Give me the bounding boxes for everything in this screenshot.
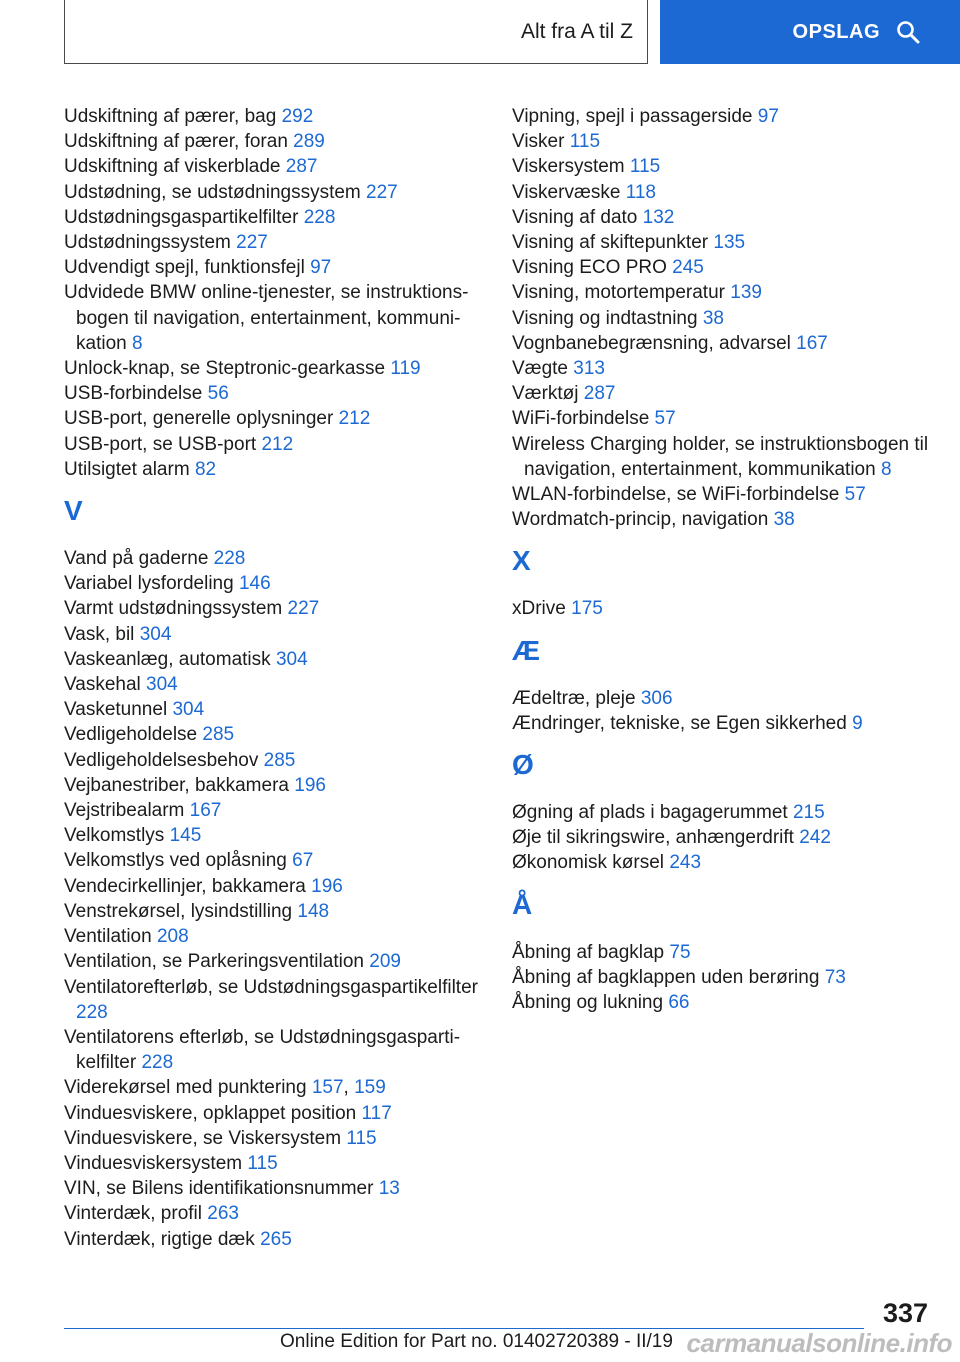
page-link[interactable]: 212 [338, 408, 371, 430]
index-entry-text: Visning, motortemperatur [512, 282, 725, 304]
page-link[interactable]: 118 [625, 181, 656, 203]
index-entry [64, 672, 484, 697]
index-entry-text: Vask, bil [64, 623, 135, 645]
index-column-right [512, 104, 932, 1015]
page-link[interactable]: 304 [139, 623, 172, 645]
page-link[interactable]: 304 [146, 674, 178, 696]
index-entry-text: Vaskehal [64, 674, 141, 696]
index-entry [64, 381, 484, 406]
index-entry [512, 507, 932, 532]
page-link[interactable]: 196 [294, 774, 326, 796]
page-link[interactable]: 8 [131, 332, 143, 354]
page-link[interactable]: 227 [287, 598, 320, 620]
index-entry [64, 773, 484, 798]
index-entry-text: VIN, se Bilens identifikationsnummer [64, 1178, 374, 1200]
index-entry-text: USB-port, generelle oplysninger [64, 408, 334, 430]
index-entry-text: Vinduesviskersystem [64, 1152, 243, 1174]
index-entry [64, 748, 484, 773]
index-entry-text: Åbning af bagklap [512, 941, 665, 963]
index-entry [64, 457, 484, 482]
index-entry [512, 280, 932, 305]
page-link[interactable]: 245 [672, 257, 704, 279]
index-entry-text: Velkomstlys ved oplåsning [64, 850, 287, 872]
search-icon [896, 20, 920, 44]
index-entry-text: Ventilation [64, 926, 152, 948]
search-tab-label: OPSLAG [792, 20, 880, 43]
index-entry [64, 356, 484, 381]
page-link[interactable]: 73 [824, 966, 846, 988]
page-link[interactable]: 285 [202, 724, 235, 746]
index-entry [64, 432, 484, 457]
page-link[interactable]: 306 [640, 687, 673, 709]
index-entry [64, 874, 484, 899]
index-entry [64, 1025, 484, 1075]
index-entry-text: Vejbanestriber, bakkamera [64, 774, 289, 796]
index-entry-text: Åbning og lukning [512, 992, 664, 1014]
index-entry [512, 965, 932, 990]
page-link[interactable]: 227 [366, 181, 398, 203]
page-link[interactable]: 287 [583, 383, 616, 405]
index-entry-text: Viskervæske [512, 181, 621, 203]
watermark: carmanualsonline.info [686, 1328, 952, 1358]
index-entry [512, 154, 932, 179]
page-link[interactable]: 146 [238, 573, 271, 595]
page-link[interactable]: 228 [141, 1052, 174, 1074]
index-entry [64, 1201, 484, 1226]
index-entry [512, 686, 932, 711]
index-entry [64, 154, 484, 179]
index-letter-heading: V [64, 495, 83, 527]
index-entry-text: Vipning, spejl i passagerside [512, 106, 753, 127]
index-entry [64, 1101, 484, 1126]
page-link[interactable]: 38 [773, 509, 795, 531]
index-entry [512, 406, 932, 431]
index-entry [64, 697, 484, 722]
page-link[interactable]: 313 [573, 358, 605, 380]
page-link[interactable]: 157 [311, 1077, 344, 1099]
page-link[interactable]: 227 [236, 232, 268, 254]
index-entry-text: Vendecirkellinjer, bakkamera [64, 875, 306, 897]
index-entry [64, 949, 484, 974]
index-entry-text: Vand på gaderne [64, 548, 209, 570]
page-link[interactable]: 148 [297, 900, 330, 922]
search-tab[interactable] [660, 0, 960, 64]
page-link[interactable]: 13 [378, 1178, 400, 1200]
index-entry [64, 205, 484, 230]
index-entry-text: Ædeltræ, pleje [512, 687, 636, 709]
index-entry [64, 823, 484, 848]
index-entry [64, 255, 484, 280]
index-entry-text: Venstrekørsel, lysindstilling [64, 900, 293, 922]
page-link[interactable]: 243 [669, 852, 702, 874]
page-link[interactable]: 175 [571, 598, 603, 620]
index-entry [64, 280, 484, 356]
index-entry [64, 230, 484, 255]
page-link[interactable]: 212 [261, 433, 294, 455]
index-entry-text: Visning ECO PRO [512, 257, 667, 279]
index-entry-text: Vedligeholdelse [64, 724, 198, 746]
index-entry-text: Udvendigt spejl, funktionsfejl [64, 257, 305, 279]
index-entry-text: Udstødning, se udstødningssystem [64, 181, 361, 203]
page-link[interactable]: 167 [189, 800, 222, 822]
index-entry [512, 205, 932, 230]
index-entry [64, 722, 484, 747]
page-link[interactable]: 82 [194, 458, 217, 480]
index-letter-heading: X [512, 545, 531, 577]
index-letter-heading: Æ [512, 634, 540, 666]
page-link[interactable]: 66 [668, 992, 690, 1014]
page-link[interactable]: 228 [303, 206, 336, 228]
page-link[interactable]: 119 [390, 358, 421, 380]
index-entry [64, 924, 484, 949]
index-entry-text: Udstødningsgaspartikelfilter [64, 206, 299, 228]
index-entry-text: USB-port, se USB-port [64, 433, 257, 455]
index-entry [64, 975, 484, 1025]
index-entry-text: Utilsigtet alarm [64, 458, 190, 480]
index-entry-text: Økonomisk kørsel [512, 852, 665, 874]
index-entry-text: Vinterdæk, rigtige dæk [64, 1228, 255, 1250]
index-entry-text: Øgning af plads i bagagerummet [512, 802, 788, 824]
index-letter-heading: Å [512, 888, 533, 920]
index-entry [64, 899, 484, 924]
index-entry-text: Visning af skiftepunkter [512, 232, 709, 254]
page-link[interactable]: 97 [310, 257, 332, 279]
index-entry [64, 1151, 484, 1176]
index-entry [512, 255, 932, 280]
page-link[interactable]: 145 [169, 825, 202, 847]
index-entry-text: Ventilatorens efterløb, se Udstødningsgaspartikelfilter [64, 1026, 461, 1074]
index-letter-heading: Ø [512, 749, 534, 781]
index-entry-text: Vinduesviskere, se Viskersystem [64, 1127, 342, 1149]
page-number: 337 [882, 1298, 928, 1328]
index-entry [512, 230, 932, 255]
index-entry-text: Vaskeanlæg, automatisk [64, 648, 271, 670]
index-entry-text: Værktøj [512, 383, 579, 405]
index-entry-text: Wordmatch-princip, navigation [512, 509, 769, 531]
nav-tab-label: Alt fra A til Z [520, 19, 633, 43]
index-entry [512, 129, 932, 154]
index-entry-text: Vasketunnel [64, 699, 168, 721]
index-entry [64, 1126, 484, 1151]
page-link[interactable]: 115 [569, 131, 601, 153]
index-entry [512, 180, 932, 205]
page-link[interactable]: 115 [629, 156, 661, 178]
index-entry-text: Velkomstlys [64, 825, 165, 847]
index-entry [64, 406, 484, 431]
index-entry [512, 990, 932, 1015]
edition-text: Online Edition for Part no. 01402720389 - II/19 [280, 1331, 673, 1352]
index-entry [64, 798, 484, 823]
index-entry-text: Udvidede BMW online-tjenester, se instruktionsbogen til navigation, entertainment, kommunikation [64, 282, 469, 354]
index-entry-text: Wireless Charging holder, se instruktionsbogen til navigation, entertainment, kommunikation [512, 433, 929, 480]
index-entry [512, 331, 932, 356]
page-link[interactable]: 117 [361, 1102, 392, 1124]
index-entry [512, 356, 932, 381]
index-column-left [64, 104, 484, 1252]
index-entry [64, 129, 484, 154]
index-entry [512, 800, 932, 825]
page-link[interactable]: 167 [796, 332, 828, 354]
index-entry-text: Vinduesviskere, opklappet position [64, 1102, 357, 1124]
page-link[interactable]: 57 [654, 408, 676, 430]
page-link[interactable]: 97 [757, 106, 779, 127]
page-link[interactable]: 215 [792, 802, 825, 824]
index-entry-text: Vedligeholdelsesbehov [64, 749, 259, 771]
page-link[interactable]: 67 [292, 850, 314, 872]
index-entry [512, 940, 932, 965]
index-entry-text: Unlock-knap, se Steptronic-gearkasse [64, 358, 386, 380]
index-entry [64, 1227, 484, 1252]
index-entry-text: Udskiftning af pærer, bag [64, 106, 277, 127]
page-link[interactable]: 57 [844, 484, 866, 506]
index-entry: Viderekørsel med punktering 157, 159 [64, 1077, 386, 1099]
page-link[interactable]: 304 [275, 648, 308, 670]
index-entry-text: Viskersystem [512, 156, 625, 178]
index-entry-text: xDrive [512, 598, 566, 620]
index-entry [512, 306, 932, 331]
page-link[interactable]: 228 [213, 548, 246, 570]
index-entry-text: Visker [512, 131, 565, 153]
index-entry-text: Udskiftning af pærer, foran [64, 131, 288, 153]
page-link[interactable]: 75 [669, 941, 691, 963]
page-link[interactable]: 9 [852, 712, 863, 734]
page-link[interactable]: 196 [311, 875, 343, 897]
index-entry-text: USB-forbindelse [64, 383, 203, 405]
page-link[interactable]: 304 [172, 699, 205, 721]
index-entry-text: Varmt udstødningssystem [64, 598, 283, 620]
index-entry [512, 482, 932, 507]
page-link[interactable]: 132 [642, 206, 675, 228]
page-link[interactable]: 115 [247, 1152, 278, 1174]
index-entry [64, 622, 484, 647]
page-link[interactable]: 292 [281, 106, 314, 127]
index-entry-text: Udstødningssystem [64, 232, 231, 254]
index-entry [64, 1176, 484, 1201]
page-link[interactable]: 242 [799, 827, 831, 849]
index-entry-text: Udskiftning af viskerblade [64, 156, 281, 178]
index-entry-text: Ventilatorefterløb, se Udstødningsgaspartikelfilter [64, 976, 478, 998]
index-entry [512, 381, 932, 406]
page-link[interactable]: 115 [346, 1127, 377, 1149]
index-entry-text: Visning af dato [512, 206, 638, 228]
index-entry-text: Ændringer, tekniske, se Egen sikkerhed [512, 712, 847, 734]
index-entry-text: Ventilation, se Parkeringsventilation [64, 951, 364, 973]
page-link[interactable]: 8 [880, 458, 892, 480]
page-link[interactable]: 159 [354, 1077, 386, 1099]
index-entry-text: Vognbanebegrænsning, advarsel [512, 332, 791, 354]
page-link[interactable]: 289 [293, 131, 325, 153]
index-entry-text: Visning og indtastning [512, 307, 698, 329]
index-entry [64, 596, 484, 621]
page-link[interactable]: 208 [156, 926, 189, 948]
index-entry-text: Vægte [512, 358, 568, 380]
index-entry-text: WLAN-forbindelse, se WiFi-forbindelse [512, 484, 840, 506]
index-entry [64, 546, 484, 571]
index-entry [512, 432, 932, 482]
index-entry [512, 825, 932, 850]
index-entry-text: Åbning af bagklappen uden berøring [512, 966, 820, 988]
index-entry [512, 850, 932, 875]
page-link[interactable]: 38 [702, 307, 724, 329]
page-link[interactable]: 285 [263, 749, 296, 771]
index-entry [512, 711, 932, 736]
index-entry-text: Viderekørsel med punktering [64, 1077, 307, 1099]
index-entry [64, 848, 484, 873]
nav-tab-a-to-z[interactable] [64, 0, 648, 64]
index-entry [64, 571, 484, 596]
index-entry-text: Vinterdæk, profil [64, 1203, 202, 1225]
page-link[interactable]: 265 [260, 1228, 292, 1250]
page-link[interactable]: 228 [76, 1001, 108, 1023]
page-link[interactable]: 56 [207, 383, 229, 405]
index-entry [64, 647, 484, 672]
index-entry [512, 596, 932, 621]
page-link[interactable]: 135 [713, 232, 746, 254]
index-entry-text: Variabel lysfordeling [64, 573, 234, 595]
index-entry [64, 180, 484, 205]
index-entry [64, 104, 484, 129]
index-entry [512, 104, 932, 129]
index-entry-text: Vejstribealarm [64, 800, 185, 822]
page-link[interactable]: 263 [207, 1203, 239, 1225]
index-entry-text: Øje til sikringswire, anhængerdrift [512, 827, 794, 849]
index-entry-text: WiFi-forbindelse [512, 408, 650, 430]
page-link[interactable]: 139 [730, 282, 762, 304]
page-link[interactable]: 287 [285, 156, 318, 178]
page-link[interactable]: 209 [369, 951, 401, 973]
